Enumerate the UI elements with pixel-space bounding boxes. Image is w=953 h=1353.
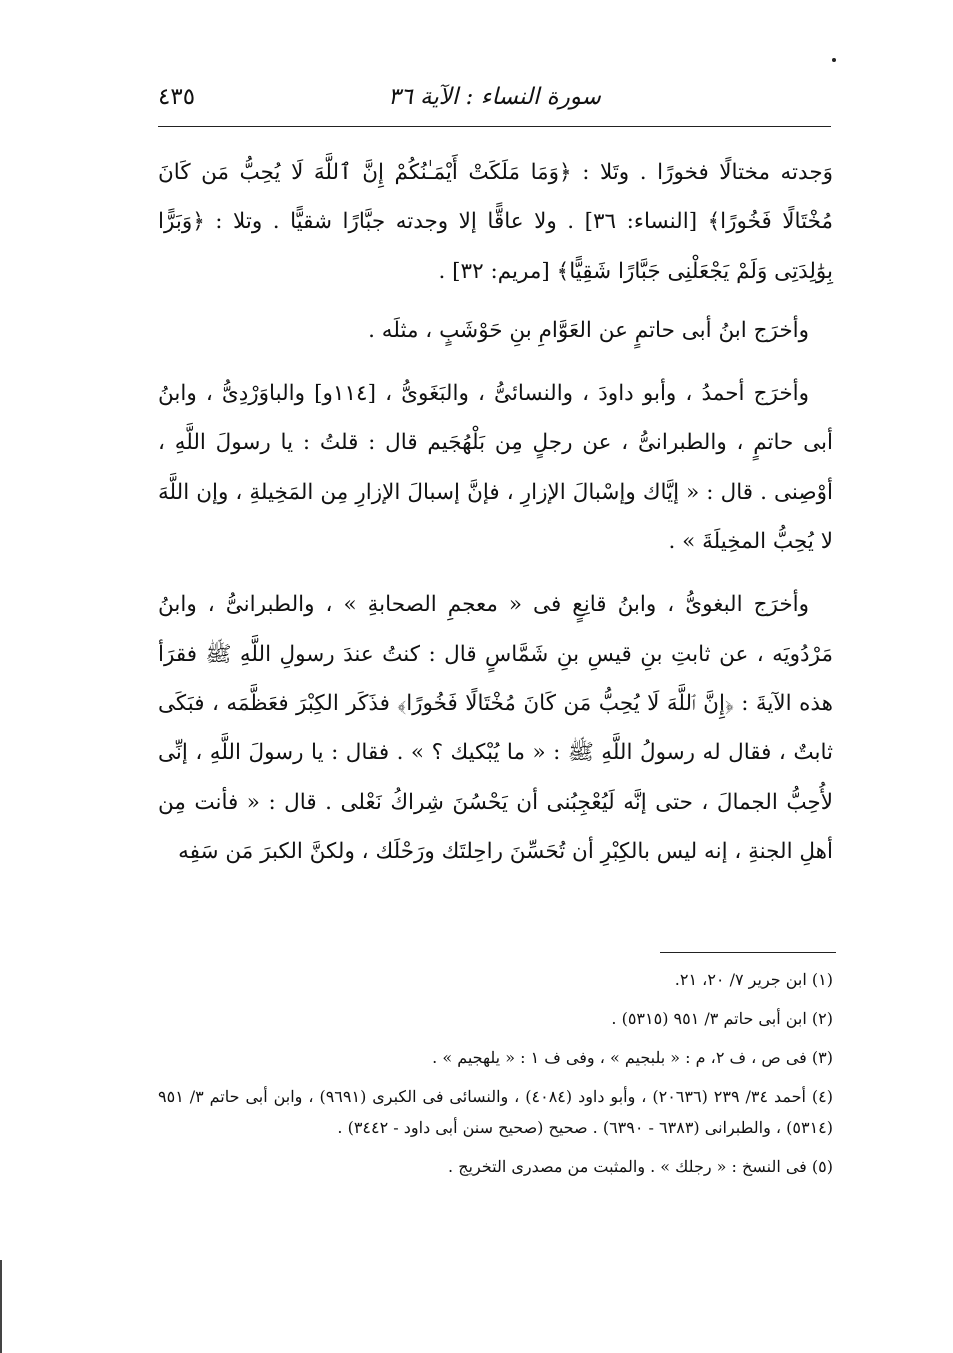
footnote: (٢) ابن أبى حاتم ٣/ ٩٥١ (٥٣١٥) . xyxy=(611,1009,833,1028)
page-speck xyxy=(832,58,836,62)
footnote: (٥) فى النسخ : « رجلك » . والمثبت من مصدرى التخريج . xyxy=(448,1157,833,1176)
footnote-separator xyxy=(660,952,836,953)
header-title: سورة النساء : الآية ٣٦ xyxy=(388,84,601,110)
header-rule xyxy=(158,126,831,127)
scan-edge-mark xyxy=(0,1260,2,1353)
footnotes xyxy=(158,964,833,1190)
paragraph: وأخرَج البغوىُّ ، وابنُ قانِعٍ فى « معجمِ الصحابةِ » ، والطبرانىُّ ، وابنُ مَرْدُويَه ، عن ثابتِ بنِ قيسِ بنِ شَمَّاسٍ قال : كنتُ عندَ رسولِ اللَّهِ ﷺ فقرَأ هذه الآيةَ : ﴿إِنَّ ٱللَّهَ لَا يُحِبُّ مَن كَانَ مُخْتَالًا فَخُورًا﴾ فذَكَر الكِبْرَ فعَظَّمَه ، فبَكَى ثابتٌ ، فقال له رسولُ اللَّهِ ﷺ : « ما يُبْكيك ؟ » . فقال : يا رسولَ اللَّهِ ، إنِّى لأُحِبُّ الجمالَ ، حتى إنَّه لَيُعْجِبُنى أن يَحْسُنَ شِراكُ نَعْلى . قال : « فأنت مِن أهلِ الجنةِ ، إنه ليس بالكِبْرِ أن تُحَسِّنَ راحِلتَك ورَحْلَك ، ولكنَّ الكبرَ مَن سَفِه xyxy=(158,592,833,864)
paragraph: وأخرَج ابنُ أبى حاتمٍ عن العَوَّامِ بنِ حَوْشَبٍ ، مثلَه . xyxy=(368,317,809,343)
footnote: (٣) فى ص ، ف ٢، م : « بلبجيم » ، وفى ف ١ : « يلهجيم » . xyxy=(432,1048,833,1067)
running-header xyxy=(158,82,831,122)
paragraph: وَجدته مختالًا فخورًا . وتَلا : ﴿وَمَا مَلَكَتْ أَيْمَـٰنُكُمْ إِنَّ ٱللَّهَ لَا يُحِبُّ مَن كَانَ مُخْتَالًا فَخُورًا﴾ [النساء: ٣٦] . ولا عاقًّا إلا وجدته جبَّارًا شقيًّا . وتلا : ﴿وَبَرًّا بِوَٰلِدَتِى وَلَمْ يَجْعَلْنِى جَبَّارًا شَقِيًّا﴾ [مريم: ٣٢] . xyxy=(158,160,833,284)
footnote: (١) ابن جرير ٧/ ٢٠، ٢١. xyxy=(674,970,833,989)
main-text xyxy=(158,148,833,890)
page-number: ٤٣٥ xyxy=(158,84,196,110)
paragraph: وأخرَج أحمدُ ، وأبو داودَ ، والنسائىُّ ، والبَغَوىُّ ، [١١٤و] والباوَرْدِىُّ ، وابنُ أبى حاتمٍ ، والطبرانىُّ ، عن رجلٍ مِن بَلْهُجَيم قال : قلتُ : يا رسولَ اللَّهِ ، أوْصِنى . قال : « إيَّاك وإسْبالَ الإزارِ ، فإنَّ إسبالَ الإزارِ مِن المَخِيلةِ ، وإن اللَّهَ لا يُحِبُّ المخِيلَةَ » . xyxy=(158,381,833,555)
footnote: (٤) أحمد ٣٤/ ٢٣٩ (٢٠٦٣٦) ، وأبو داود (٤٠٨٤) ، والنسائى فى الكبرى (٩٦٩١) ، وابن أبى حاتم ٣/ ٩٥١ (٥٣١٤) ، والطبرانى (٦٣٨٣ - ٦٣٩٠) . صحيح (صحيح سنن أبى داود - ٣٤٤٢) . xyxy=(158,1087,833,1137)
